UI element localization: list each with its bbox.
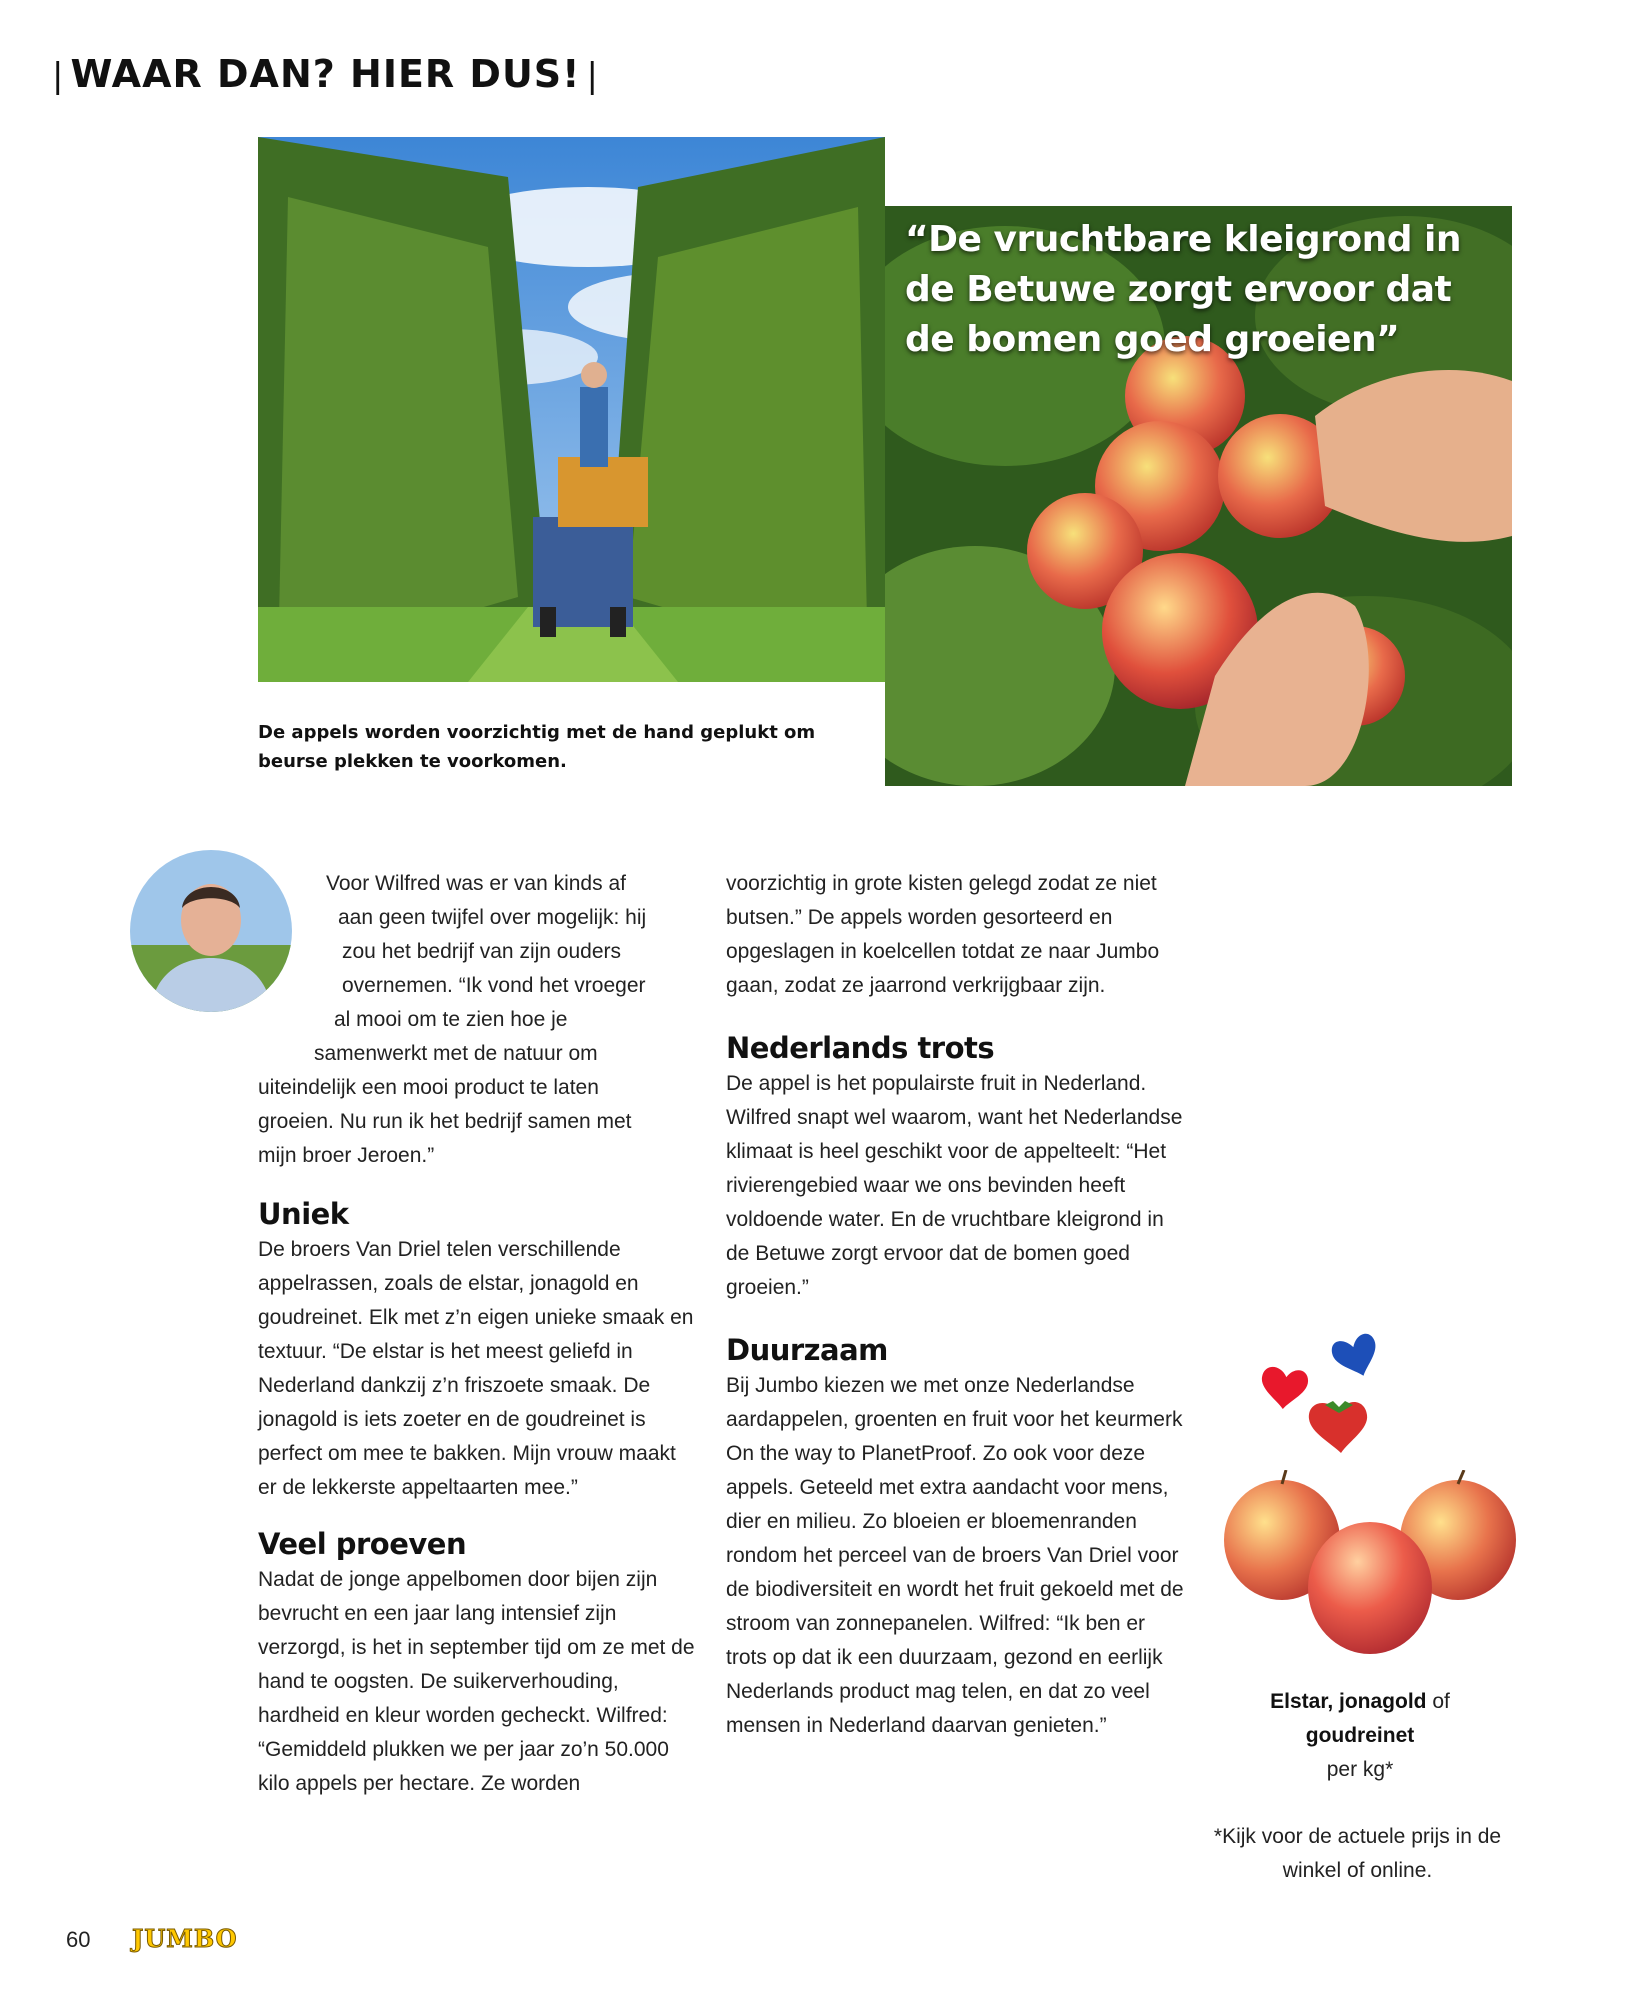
body-veel-proeven: Nadat de jonge appelbomen door bijen zijn bevrucht en een jaar lang intensief zijn verzorgd, is het in september tijd om ze met de hand te oogsten. De suikerverhouding, hardheid en kleur worden gecheckt. Wilfred: “Gemiddeld plukken we per jaar zo’n 50.000 kilo appels per hectare. Ze worden xyxy=(258,1568,695,1795)
header-bar-right: | xyxy=(586,56,599,96)
product-name-1: Elstar, jonagold xyxy=(1270,1690,1427,1713)
product-name-2: goudreinet xyxy=(1305,1724,1415,1747)
intro-line: uiteindelijk een mooi product te laten xyxy=(258,1076,599,1099)
intro-line: samenwerkt met de natuur om xyxy=(314,1042,598,1065)
body-uniek: De broers Van Driel telen verschillende appelrassen, zoals de elstar, jonagold en goudreinet. Elk met z’n eigen unieke smaak en textuur. “De elstar is het meest geliefd in Nederland dankzij z’n friszoete smaak. De jonagold is iets zoeter en de goudreinet is perfect om mee te bakken. Mijn vrouw maakt er de lekkerste appeltaarten mee.” xyxy=(258,1238,694,1499)
intro-line: aan geen twijfel over mogelijk: hij xyxy=(338,906,647,929)
product-unit: per kg* xyxy=(1326,1758,1394,1781)
photo-caption: De appels worden voorzichtig met de hand geplukt om beurse plekken te voorkomen. xyxy=(258,722,816,772)
body-duurzaam: Bij Jumbo kiezen we met onze Nederlandse aardappelen, groenten en fruit voor het keurmerk On the way to PlanetProof. Zo ook voor deze appels. Geteeld met extra aandacht voor mens, dier en milieu. Zo bloeien er bloemenranden rondom het perceel van de broers Van Driel voor de biodiversiteit en wordt het fruit gekoeld met de stroom van zonnepanelen. Wilfred: “Ik ben er trots op dat ik een duurzaam, gezond en eerlijk Nederlands product mag telen, en dat zo veel mensen in Nederland daarvan genieten.” xyxy=(726,1374,1184,1737)
red-heart-icon xyxy=(1257,1364,1310,1412)
intro-line: overnemen. “Ik vond het vroeger xyxy=(342,974,646,997)
intro-line: groeien. Nu run ik het bedrijf samen met xyxy=(258,1110,632,1133)
intro-line: mijn broer Jeroen.” xyxy=(258,1144,435,1167)
intro-line: zou het bedrijf van zijn ouders xyxy=(342,940,621,963)
farmer-portrait xyxy=(130,850,292,1012)
blue-heart-icon xyxy=(1330,1332,1382,1381)
product-name-join: of xyxy=(1426,1690,1450,1713)
heading-nederlands-trots: Nederlands trots xyxy=(726,1031,995,1065)
heading-duurzaam: Duurzaam xyxy=(726,1333,888,1367)
product-label xyxy=(1200,1685,1520,1787)
hearts-illustration xyxy=(1255,1305,1415,1455)
orchard-photo xyxy=(258,137,885,682)
header-bar-left: | xyxy=(52,56,65,96)
jumbo-logo: JUMBO xyxy=(132,1924,238,1953)
heading-uniek: Uniek xyxy=(258,1197,349,1231)
product-apples-image xyxy=(1220,1470,1520,1670)
pull-quote: “De vruchtbare kleigrond in de Betuwe zorgt ervoor dat de bomen goed groeien” xyxy=(905,219,1461,360)
intro-line: Voor Wilfred was er van kinds af xyxy=(326,872,626,895)
body-nederlands-trots: De appel is het populairste fruit in Nederland. Wilfred snapt wel waarom, want het Nederlandse klimaat is heel geschikt voor de appelteelt: “Het rivierengebied waar we ons bevinden heeft voldoende water. En de vruchtbare kleigrond in de Betuwe zorgt ervoor dat de bomen goed groeien.” xyxy=(726,1072,1183,1299)
intro-line: al mooi om te zien hoe je xyxy=(334,1008,568,1031)
section-header xyxy=(46,52,605,96)
page-number: 60 xyxy=(66,1927,91,1952)
right-column xyxy=(726,867,1186,1743)
heading-veel-proeven: Veel proeven xyxy=(258,1527,467,1561)
body-continuation: voorzichtig in grote kisten gelegd zodat ze niet butsen.” De appels worden gesorteerd en opgeslagen in koelcellen totdat ze naar Jumbo gaan, zodat ze jaarrond verkrijgbaar zijn. xyxy=(726,872,1160,997)
header-title: WAAR DAN? HIER DUS! xyxy=(70,52,581,96)
price-footnote: *Kijk voor de actuele prijs in de winkel of online. xyxy=(1213,1825,1502,1882)
left-column xyxy=(258,1195,698,1801)
